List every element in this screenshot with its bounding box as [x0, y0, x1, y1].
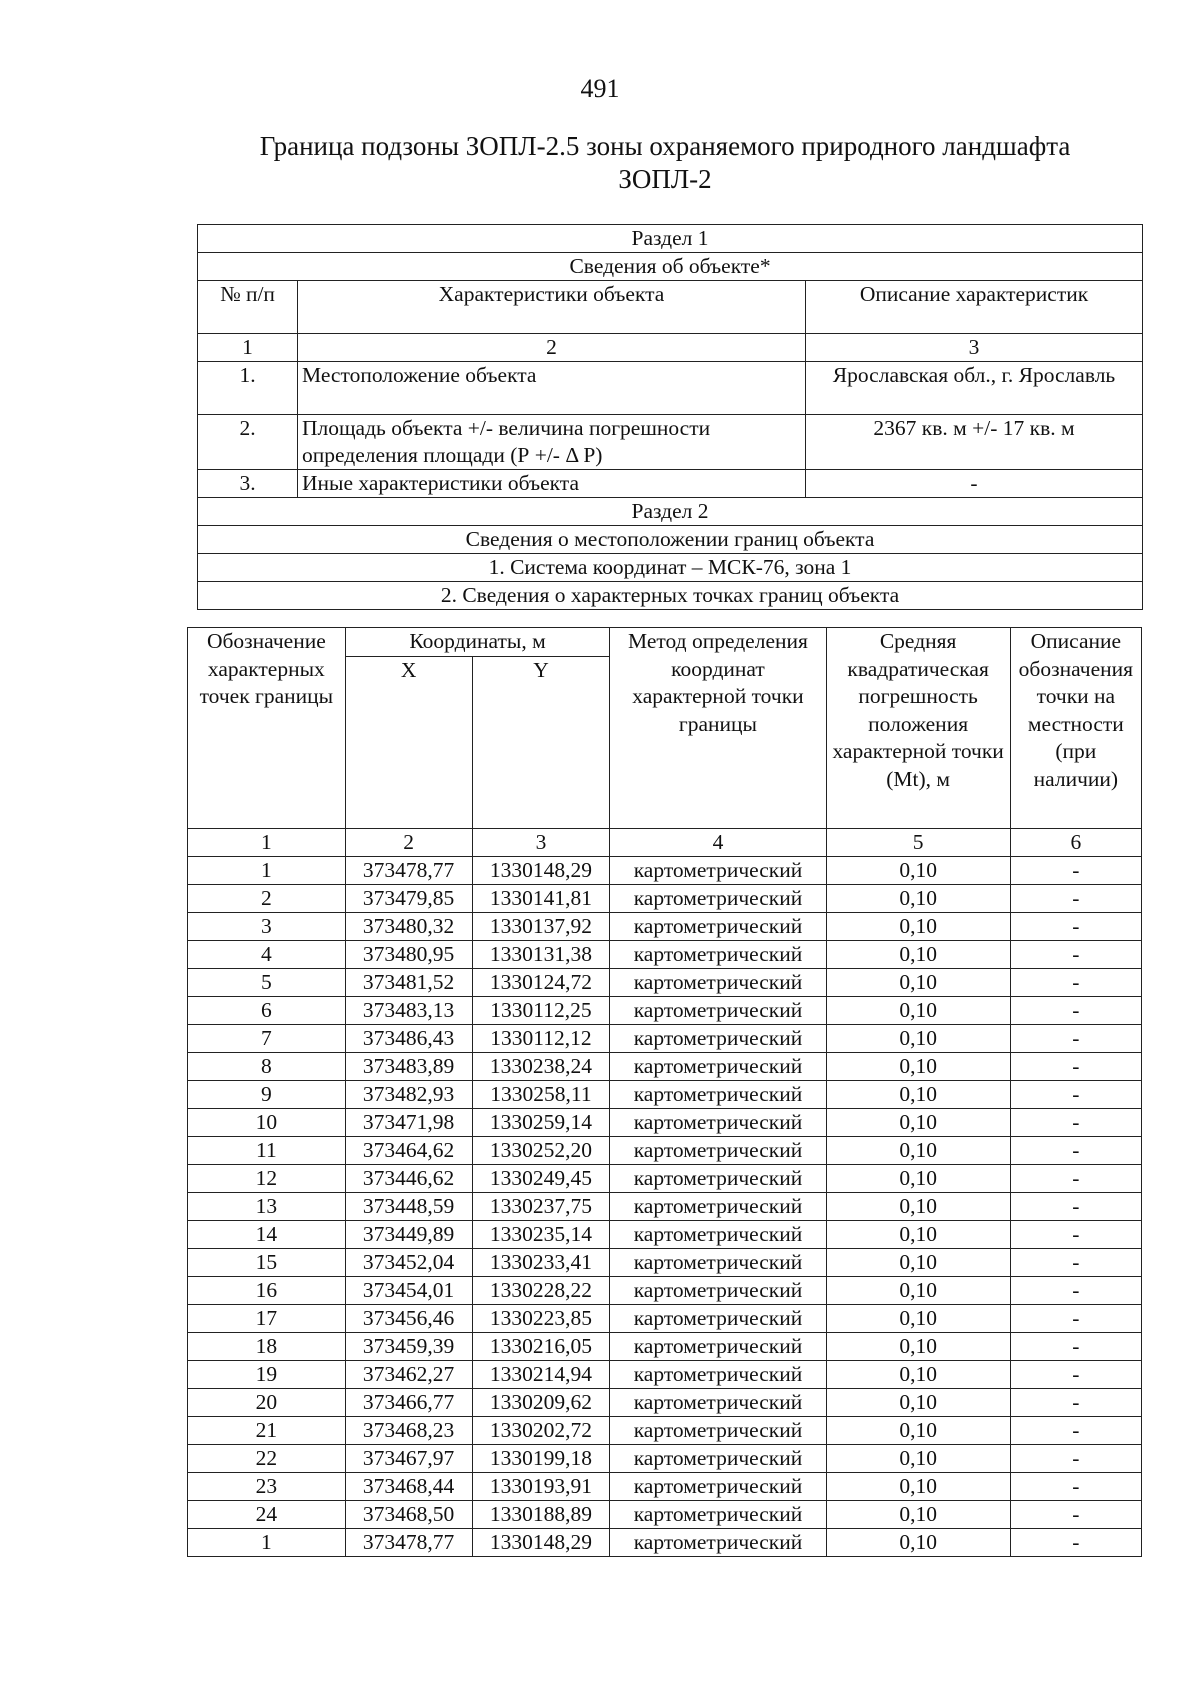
point-number: 20	[188, 1389, 346, 1417]
point-method: картометрический	[610, 1053, 826, 1081]
title-line-1: Граница подзоны ЗОПЛ-2.5 зоны охраняемого природного ландшафта	[259, 131, 1071, 161]
point-description: -	[1010, 1109, 1141, 1137]
table-row	[188, 1109, 1142, 1137]
column-header-description: Описание характеристик	[806, 281, 1143, 334]
point-y: 1330112,12	[472, 1025, 610, 1053]
point-description: -	[1010, 1277, 1141, 1305]
point-number: 1	[188, 1529, 346, 1557]
point-description: -	[1010, 1501, 1141, 1529]
point-error: 0,10	[826, 1165, 1010, 1193]
point-error: 0,10	[826, 913, 1010, 941]
point-y: 1330209,62	[472, 1389, 610, 1417]
point-description: -	[1010, 997, 1141, 1025]
column-header-description: Описание обозначения точки на местности (при наличии)	[1010, 628, 1141, 829]
point-error: 0,10	[826, 1193, 1010, 1221]
point-x: 373464,62	[345, 1137, 472, 1165]
point-x: 373468,44	[345, 1473, 472, 1501]
point-error: 0,10	[826, 1109, 1010, 1137]
point-description: -	[1010, 1417, 1141, 1445]
section1-heading: Раздел 1	[198, 225, 1143, 253]
points-body	[188, 857, 1142, 1557]
column-number: 3	[806, 334, 1143, 362]
point-number: 19	[188, 1361, 346, 1389]
column-header-coordinates: Координаты, м	[345, 628, 610, 657]
point-number: 7	[188, 1025, 346, 1053]
point-description: -	[1010, 1165, 1141, 1193]
point-y: 1330188,89	[472, 1501, 610, 1529]
characteristic-value: Ярославская обл., г. Ярославль	[806, 362, 1143, 415]
point-x: 373454,01	[345, 1277, 472, 1305]
column-number: 6	[1010, 829, 1141, 857]
point-method: картометрический	[610, 941, 826, 969]
column-number: 1	[198, 334, 298, 362]
point-y: 1330137,92	[472, 913, 610, 941]
point-number: 15	[188, 1249, 346, 1277]
column-number: 5	[826, 829, 1010, 857]
point-description: -	[1010, 1529, 1141, 1557]
column-header-y: Y	[472, 657, 610, 829]
characteristic-name: Иные характеристики объекта	[298, 470, 806, 498]
table-row	[198, 470, 1143, 498]
table-row	[188, 1417, 1142, 1445]
table-row	[188, 1165, 1142, 1193]
point-description: -	[1010, 885, 1141, 913]
table-row	[188, 1389, 1142, 1417]
point-number: 8	[188, 1053, 346, 1081]
point-method: картометрический	[610, 1137, 826, 1165]
point-number: 4	[188, 941, 346, 969]
point-x: 373449,89	[345, 1221, 472, 1249]
point-y: 1330258,11	[472, 1081, 610, 1109]
point-x: 373466,77	[345, 1389, 472, 1417]
point-method: картометрический	[610, 885, 826, 913]
point-y: 1330238,24	[472, 1053, 610, 1081]
point-description: -	[1010, 1053, 1141, 1081]
point-number: 18	[188, 1333, 346, 1361]
document-title	[200, 130, 1130, 196]
table-row	[188, 885, 1142, 913]
point-number: 23	[188, 1473, 346, 1501]
table-row	[188, 969, 1142, 997]
point-y: 1330214,94	[472, 1361, 610, 1389]
point-x: 373480,95	[345, 941, 472, 969]
point-number: 2	[188, 885, 346, 913]
section1-subheading: Сведения об объекте*	[198, 253, 1143, 281]
table-row	[188, 1053, 1142, 1081]
point-error: 0,10	[826, 1025, 1010, 1053]
characteristic-name: Площадь объекта +/- величина погрешности определения площади (Р +/- Δ Р)	[298, 415, 806, 470]
point-number: 22	[188, 1445, 346, 1473]
point-method: картометрический	[610, 1165, 826, 1193]
point-number: 16	[188, 1277, 346, 1305]
point-y: 1330237,75	[472, 1193, 610, 1221]
point-error: 0,10	[826, 1361, 1010, 1389]
point-error: 0,10	[826, 1249, 1010, 1277]
point-error: 0,10	[826, 1333, 1010, 1361]
table-row	[188, 1529, 1142, 1557]
table-row	[188, 1025, 1142, 1053]
title-line-2: ЗОПЛ-2	[618, 164, 712, 194]
point-method: картометрический	[610, 1389, 826, 1417]
row-number: 3.	[198, 470, 298, 498]
point-y: 1330228,22	[472, 1277, 610, 1305]
point-description: -	[1010, 1473, 1141, 1501]
point-error: 0,10	[826, 885, 1010, 913]
point-y: 1330252,20	[472, 1137, 610, 1165]
point-y: 1330235,14	[472, 1221, 610, 1249]
point-y: 1330249,45	[472, 1165, 610, 1193]
table-row	[188, 1249, 1142, 1277]
point-description: -	[1010, 969, 1141, 997]
point-error: 0,10	[826, 1221, 1010, 1249]
point-y: 1330199,18	[472, 1445, 610, 1473]
point-description: -	[1010, 1445, 1141, 1473]
point-method: картометрический	[610, 913, 826, 941]
point-error: 0,10	[826, 1305, 1010, 1333]
point-error: 0,10	[826, 1445, 1010, 1473]
point-description: -	[1010, 1221, 1141, 1249]
table-row	[188, 1473, 1142, 1501]
point-x: 373482,93	[345, 1081, 472, 1109]
point-number: 13	[188, 1193, 346, 1221]
column-number: 3	[472, 829, 610, 857]
point-method: картометрический	[610, 997, 826, 1025]
table-row	[188, 1333, 1142, 1361]
column-number: 4	[610, 829, 826, 857]
point-method: картометрический	[610, 1221, 826, 1249]
point-description: -	[1010, 913, 1141, 941]
point-number: 12	[188, 1165, 346, 1193]
point-x: 373456,46	[345, 1305, 472, 1333]
point-error: 0,10	[826, 969, 1010, 997]
table-row	[188, 1193, 1142, 1221]
characteristic-value: -	[806, 470, 1143, 498]
point-x: 373468,50	[345, 1501, 472, 1529]
point-x: 373468,23	[345, 1417, 472, 1445]
table-row	[188, 1081, 1142, 1109]
section2-subheading: Сведения о местоположении границ объекта	[198, 526, 1143, 554]
point-x: 373481,52	[345, 969, 472, 997]
row-number: 1.	[198, 362, 298, 415]
point-y: 1330223,85	[472, 1305, 610, 1333]
point-number: 11	[188, 1137, 346, 1165]
table-row	[188, 1445, 1142, 1473]
table-row	[188, 1501, 1142, 1529]
point-description: -	[1010, 857, 1141, 885]
column-header-error: Средняя квадратическая погрешность положения характерной точки (Mt), м	[826, 628, 1010, 829]
row-number: 2.	[198, 415, 298, 470]
point-method: картометрический	[610, 1529, 826, 1557]
column-header-designation: Обозначение характерных точек границы	[188, 628, 346, 829]
point-method: картометрический	[610, 1361, 826, 1389]
point-method: картометрический	[610, 1305, 826, 1333]
point-x: 373448,59	[345, 1193, 472, 1221]
point-method: картометрический	[610, 1473, 826, 1501]
point-x: 373486,43	[345, 1025, 472, 1053]
point-method: картометрический	[610, 1501, 826, 1529]
point-x: 373471,98	[345, 1109, 472, 1137]
point-error: 0,10	[826, 1081, 1010, 1109]
column-header-characteristic: Характеристики объекта	[298, 281, 806, 334]
point-error: 0,10	[826, 1501, 1010, 1529]
point-number: 6	[188, 997, 346, 1025]
point-x: 373478,77	[345, 857, 472, 885]
column-header-number: № п/п	[198, 281, 298, 334]
point-description: -	[1010, 1137, 1141, 1165]
point-description: -	[1010, 1361, 1141, 1389]
point-method: картометрический	[610, 1277, 826, 1305]
table-row	[198, 362, 1143, 415]
point-number: 10	[188, 1109, 346, 1137]
characteristic-name: Местоположение объекта	[298, 362, 806, 415]
point-y: 1330259,14	[472, 1109, 610, 1137]
page-number: 491	[580, 74, 620, 103]
point-y: 1330233,41	[472, 1249, 610, 1277]
point-x: 373467,97	[345, 1445, 472, 1473]
table-row	[188, 913, 1142, 941]
point-error: 0,10	[826, 1529, 1010, 1557]
point-y: 1330112,25	[472, 997, 610, 1025]
point-method: картометрический	[610, 1109, 826, 1137]
point-description: -	[1010, 1025, 1141, 1053]
point-x: 373480,32	[345, 913, 472, 941]
table-row	[188, 1305, 1142, 1333]
point-number: 21	[188, 1417, 346, 1445]
point-x: 373459,39	[345, 1333, 472, 1361]
column-number: 1	[188, 829, 346, 857]
point-x: 373462,27	[345, 1361, 472, 1389]
point-description: -	[1010, 941, 1141, 969]
point-number: 3	[188, 913, 346, 941]
point-x: 373479,85	[345, 885, 472, 913]
point-y: 1330148,29	[472, 1529, 610, 1557]
point-x: 373478,77	[345, 1529, 472, 1557]
point-number: 14	[188, 1221, 346, 1249]
point-method: картометрический	[610, 1081, 826, 1109]
table-row	[188, 1221, 1142, 1249]
table-row	[198, 415, 1143, 470]
point-y: 1330193,91	[472, 1473, 610, 1501]
point-x: 373446,62	[345, 1165, 472, 1193]
table-row	[188, 997, 1142, 1025]
point-y: 1330124,72	[472, 969, 610, 997]
point-error: 0,10	[826, 997, 1010, 1025]
table-row	[188, 1137, 1142, 1165]
point-description: -	[1010, 1305, 1141, 1333]
point-y: 1330202,72	[472, 1417, 610, 1445]
object-info-table	[197, 224, 1143, 610]
point-method: картометрический	[610, 1193, 826, 1221]
table-row	[188, 857, 1142, 885]
point-y: 1330216,05	[472, 1333, 610, 1361]
point-number: 9	[188, 1081, 346, 1109]
point-x: 373483,89	[345, 1053, 472, 1081]
table-row	[188, 941, 1142, 969]
section2-heading: Раздел 2	[198, 498, 1143, 526]
point-method: картометрический	[610, 1249, 826, 1277]
point-y: 1330141,81	[472, 885, 610, 913]
point-method: картометрический	[610, 1025, 826, 1053]
point-error: 0,10	[826, 1277, 1010, 1305]
table-row	[188, 1277, 1142, 1305]
point-y: 1330131,38	[472, 941, 610, 969]
point-number: 24	[188, 1501, 346, 1529]
point-description: -	[1010, 1333, 1141, 1361]
point-error: 0,10	[826, 941, 1010, 969]
column-header-method: Метод определения координат характерной точки границы	[610, 628, 826, 829]
point-error: 0,10	[826, 1137, 1010, 1165]
point-method: картометрический	[610, 969, 826, 997]
point-method: картометрический	[610, 1417, 826, 1445]
column-number: 2	[345, 829, 472, 857]
point-method: картометрический	[610, 1445, 826, 1473]
coordinate-system: 1. Система координат – МСК-76, зона 1	[198, 554, 1143, 582]
point-number: 1	[188, 857, 346, 885]
point-error: 0,10	[826, 1053, 1010, 1081]
point-error: 0,10	[826, 1417, 1010, 1445]
boundary-points-table	[187, 627, 1142, 1557]
point-description: -	[1010, 1249, 1141, 1277]
point-method: картометрический	[610, 1333, 826, 1361]
point-description: -	[1010, 1193, 1141, 1221]
point-error: 0,10	[826, 1473, 1010, 1501]
point-method: картометрический	[610, 857, 826, 885]
point-number: 17	[188, 1305, 346, 1333]
point-x: 373483,13	[345, 997, 472, 1025]
points-heading: 2. Сведения о характерных точках границ объекта	[198, 582, 1143, 610]
point-number: 5	[188, 969, 346, 997]
point-description: -	[1010, 1081, 1141, 1109]
point-error: 0,10	[826, 1389, 1010, 1417]
table-row	[188, 1361, 1142, 1389]
point-y: 1330148,29	[472, 857, 610, 885]
characteristic-value: 2367 кв. м +/- 17 кв. м	[806, 415, 1143, 470]
point-x: 373452,04	[345, 1249, 472, 1277]
column-header-x: X	[345, 657, 472, 829]
point-error: 0,10	[826, 857, 1010, 885]
column-number: 2	[298, 334, 806, 362]
point-description: -	[1010, 1389, 1141, 1417]
